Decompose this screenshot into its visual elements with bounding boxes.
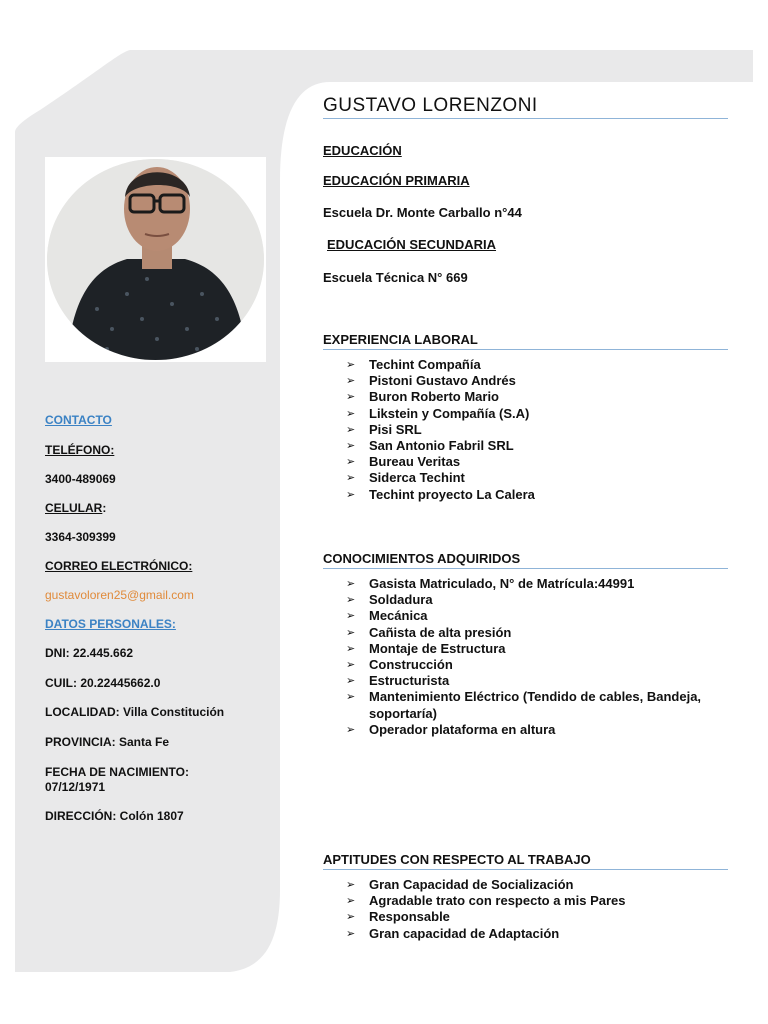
- arrow-bullet-icon: ➢: [346, 691, 356, 704]
- list-item: ➢ Likstein y Compañía (S.A): [346, 405, 530, 421]
- knowledge-divider: [323, 568, 728, 569]
- cuil-value: CUIL: 20.22445662.0: [45, 676, 161, 690]
- province-value: PROVINCIA: Santa Fe: [45, 735, 170, 749]
- email-label: CORREO ELECTRÓNICO:: [45, 559, 193, 573]
- experience-list: [346, 357, 706, 503]
- arrow-bullet-icon: ➢: [346, 375, 356, 388]
- dni-value: DNI: 22.445.662: [45, 646, 134, 660]
- phone-value: 3400-489069: [45, 472, 116, 486]
- mobile-label-row: [45, 501, 255, 516]
- profile-photo-frame: [45, 157, 266, 362]
- personal-data-heading: DATOS PERSONALES:: [45, 617, 176, 631]
- list-item: ➢ Buron Roberto Mario: [346, 389, 499, 405]
- experience-heading: EXPERIENCIA LABORAL: [323, 332, 478, 347]
- arrow-bullet-icon: ➢: [346, 359, 356, 371]
- list-item: ➢ Responsable: [346, 909, 450, 925]
- mobile-label: CELULAR: [45, 501, 103, 515]
- list-item: ➢ Pistoni Gustavo Andrés: [346, 373, 516, 389]
- experience-divider: [323, 349, 728, 350]
- list-item: ➢ Gasista Matriculado, N° de Matrícula:44991: [346, 576, 635, 591]
- list-item: ➢ Mecánica: [346, 608, 428, 624]
- list-item: ➢ Siderca Techint: [346, 470, 465, 486]
- arrow-bullet-icon: ➢: [346, 895, 356, 908]
- arrow-bullet-icon: ➢: [346, 391, 356, 404]
- arrow-bullet-icon: ➢: [346, 456, 356, 469]
- arrow-bullet-icon: ➢: [346, 626, 356, 639]
- list-item: ➢ Gran Capacidad de Socialización: [346, 877, 574, 892]
- primary-education-heading: EDUCACIÓN PRIMARIA: [323, 173, 470, 188]
- arrow-bullet-icon: ➢: [346, 423, 356, 436]
- list-item: ➢ Techint proyecto La Calera: [346, 486, 535, 502]
- list-item: ➢ Cañista de alta presión: [346, 624, 512, 640]
- arrow-bullet-icon: ➢: [346, 440, 356, 453]
- arrow-bullet-icon: ➢: [346, 642, 356, 655]
- list-item: ➢ Techint Compañía: [346, 357, 481, 372]
- arrow-bullet-icon: ➢: [346, 594, 356, 607]
- list-item: ➢ Soldadura: [346, 592, 433, 608]
- list-item: ➢ Estructurista: [346, 673, 450, 689]
- arrow-bullet-icon: ➢: [346, 578, 356, 590]
- primary-school: Escuela Dr. Monte Carballo n°44: [323, 205, 522, 220]
- contact-heading: CONTACTO: [45, 413, 112, 427]
- name-divider: [323, 118, 728, 119]
- list-item: ➢ Construcción: [346, 657, 453, 673]
- mobile-value: 3364-309399: [45, 530, 116, 544]
- list-item: ➢ Mantenimiento Eléctrico (Tendido de cables, Bandeja, soportaría): [346, 689, 702, 721]
- arrow-bullet-icon: ➢: [346, 927, 356, 940]
- knowledge-heading: CONOCIMIENTOS ADQUIRIDOS: [323, 551, 521, 566]
- list-item: ➢ Pisi SRL: [346, 421, 422, 437]
- list-item: ➢ Gran capacidad de Adaptación: [346, 925, 560, 941]
- aptitudes-divider: [323, 869, 728, 870]
- secondary-school: Escuela Técnica N° 669: [323, 270, 468, 285]
- arrow-bullet-icon: ➢: [346, 610, 356, 623]
- list-item: ➢ Operador plataforma en altura: [346, 721, 556, 737]
- candidate-name: GUSTAVO LORENZONI: [323, 95, 538, 116]
- list-item: ➢ Montaje de Estructura: [346, 640, 506, 656]
- arrow-bullet-icon: ➢: [346, 407, 356, 420]
- arrow-bullet-icon: ➢: [346, 488, 356, 501]
- knowledge-list: [346, 576, 706, 738]
- arrow-bullet-icon: ➢: [346, 879, 356, 891]
- list-item: ➢ San Antonio Fabril SRL: [346, 438, 514, 454]
- aptitudes-list: [346, 877, 706, 942]
- education-heading: EDUCACIÓN: [323, 143, 402, 158]
- arrow-bullet-icon: ➢: [346, 723, 356, 736]
- arrow-bullet-icon: ➢: [346, 659, 356, 672]
- profile-photo: [47, 159, 264, 360]
- arrow-bullet-icon: ➢: [346, 472, 356, 485]
- secondary-education-heading: EDUCACIÓN SECUNDARIA: [327, 237, 497, 252]
- mobile-label-colon: :: [102, 501, 107, 515]
- address-value: DIRECCIÓN: Colón 1807: [45, 809, 184, 823]
- aptitudes-heading: APTITUDES CON RESPECTO AL TRABAJO: [323, 852, 591, 867]
- locality-value: LOCALIDAD: Villa Constitución: [45, 705, 225, 719]
- email-link[interactable]: gustavoloren25@gmail.com: [45, 588, 194, 602]
- list-item: ➢ Bureau Veritas: [346, 454, 461, 470]
- phone-label: TELÉFONO:: [45, 443, 115, 457]
- list-item: ➢ Agradable trato con respecto a mis Pares: [346, 893, 626, 909]
- arrow-bullet-icon: ➢: [346, 911, 356, 924]
- arrow-bullet-icon: ➢: [346, 675, 356, 688]
- birthdate-value: FECHA DE NACIMIENTO: 07/12/1971: [45, 765, 189, 794]
